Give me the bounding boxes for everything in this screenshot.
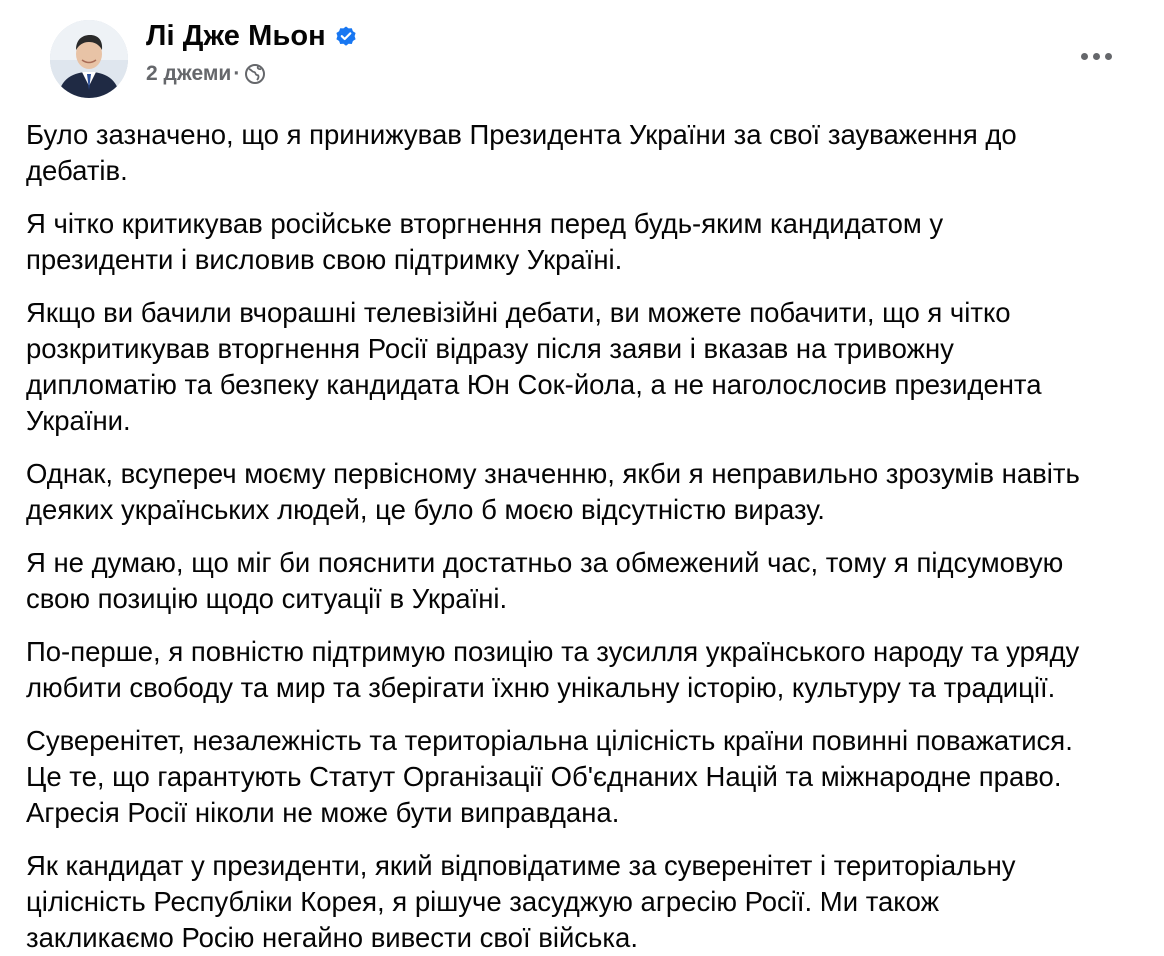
verified-badge-icon <box>334 25 358 49</box>
meta-separator: · <box>233 62 241 85</box>
avatar-portrait-icon <box>50 20 128 98</box>
author-name-row <box>146 20 358 53</box>
globe-icon[interactable] <box>244 63 266 85</box>
post-paragraph: Я не думаю, що міг би пояснити достатньо за обмежений час, тому я підсумовую свою позицію щодо ситуації в Україні. <box>26 547 1064 614</box>
post-paragraph: Якщо ви бачили вчорашні телевізійні дебати, ви можете побачити, що я чітко розкритикував вторгнення Росії відразу після заяви і вказав на тривожну дипломатію та безпеку кандидата Юн Сок-йола, а не наголослосив президента України. <box>26 297 1042 436</box>
more-options-icon-dot <box>1105 53 1112 60</box>
post-paragraph: Як кандидат у президенти, який відповідатиме за суверенітет і територіальну цілісність Республіки Корея, я рішуче засуджую агресію Росії. Ми також закликаємо Росію негайно вивести свої війська. <box>26 850 1016 953</box>
more-options-button[interactable] <box>1074 38 1118 74</box>
author-avatar[interactable] <box>50 20 128 98</box>
post-paragraph: По-перше, я повністю підтримую позицію та зусилля українського народу та уряду любити свободу та мир та зберігати їхню унікальну історію, культуру та традиції. <box>26 636 1080 703</box>
more-options-icon <box>1081 53 1088 60</box>
post-paragraph: Суверенітет, незалежність та територіальна цілісність країни повинні поважатися. Це те, що гарантують Статут Організації Об'єднаних Націй та міжнародне право. Агресія Росії ніколи не може бути виправдана. <box>26 725 1073 828</box>
post-paragraph: Було зазначено, що я принижував Президента України за свої зауваження до дебатів. <box>26 119 1017 186</box>
more-options-icon-dot <box>1093 53 1100 60</box>
post-timestamp[interactable]: 2 джеми <box>146 62 232 85</box>
post-paragraph: Я чітко критикував російське вторгнення перед будь-яким кандидатом у президенти і висловив свою підтримку Україні. <box>26 208 944 275</box>
post-body <box>26 117 1138 956</box>
post-paragraph: Однак, всупереч моєму первісному значенню, якби я неправильно зрозумів навіть деяких українських людей, це було б моєю відсутністю виразу. <box>26 458 1080 525</box>
post-meta <box>146 62 266 86</box>
post-header <box>26 0 1138 110</box>
author-name[interactable]: Лі Дже Мьон <box>146 20 326 52</box>
